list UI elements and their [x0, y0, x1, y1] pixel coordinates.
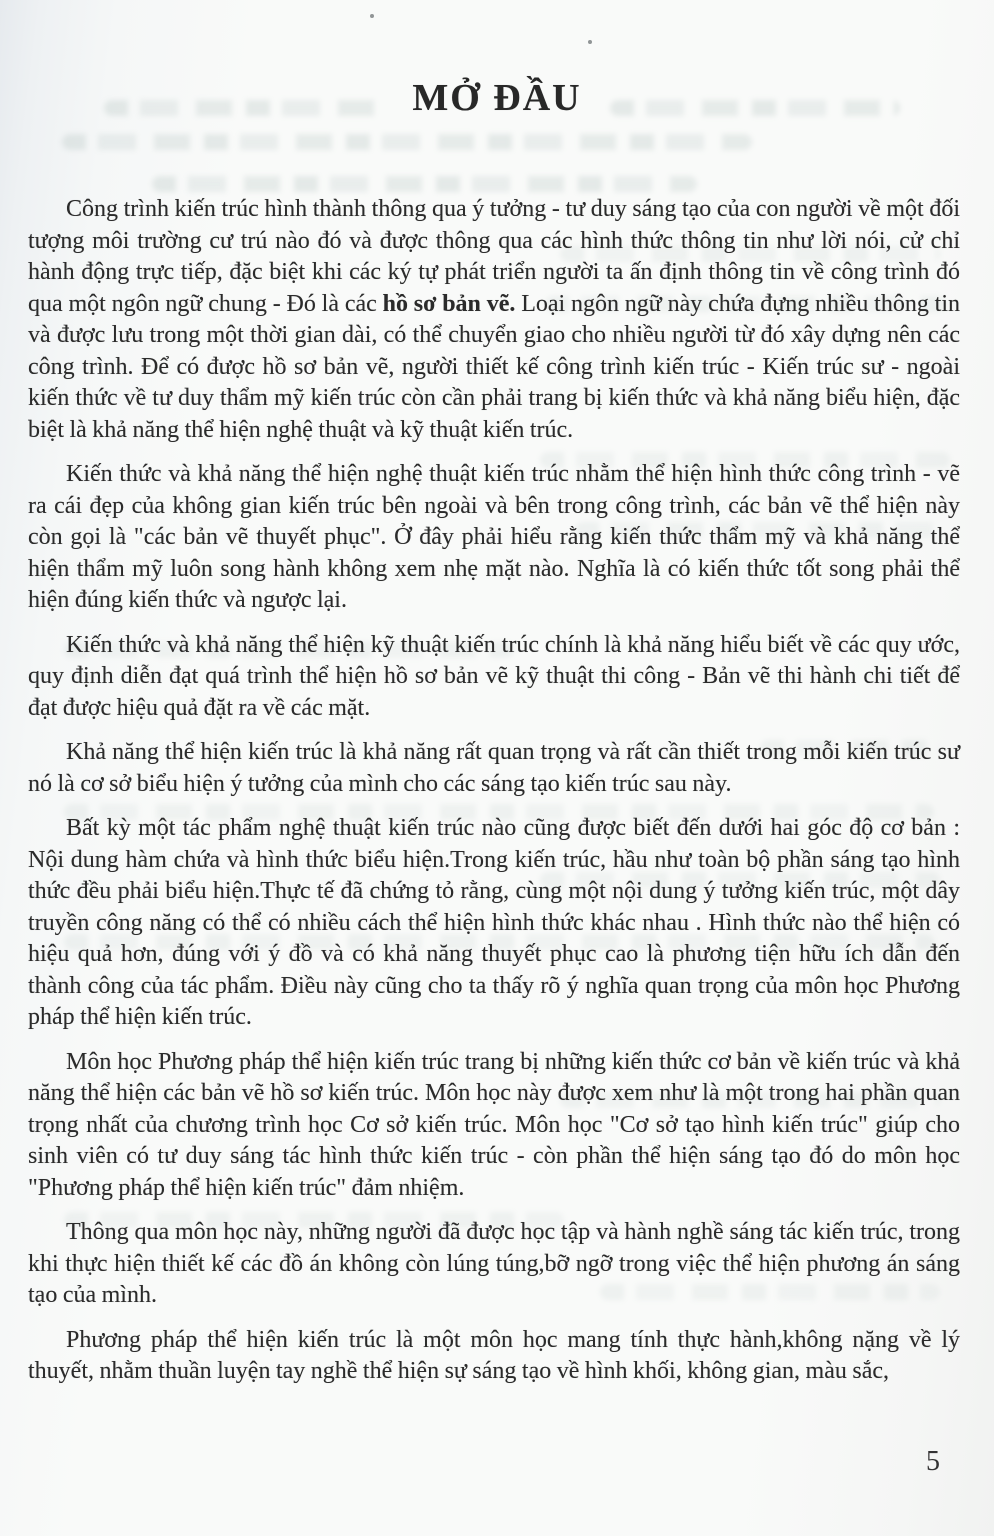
- text-run: Phương pháp thể hiện kiến trúc là một môn học mang tính thực hành,không nặng về lý thuyết, nhằm thuần luyện tay nghề thể hiện sự sáng tạo về hình khối, không gian, màu sắc,: [28, 1326, 960, 1384]
- bold-text-run: hồ sơ bản vẽ.: [382, 290, 516, 317]
- body-text: [28, 194, 960, 1401]
- scan-speck: [370, 14, 374, 18]
- text-run: Kiến thức và khả năng thể hiện nghệ thuật kiến trúc nhằm thể hiện hình thức công trình - vẽ ra cái đẹp của không gian kiến trúc bên ngoài và bên trong công trình, các bản vẽ thể hiện này còn gọi là "các bản vẽ thuyết phục". Ở đây phải hiểu rằng kiến thức thẩm mỹ và khả năng thể hiện thẩm mỹ luôn song hành không xem nhẹ mặt nào. Nghĩa là có kiến thức tốt song phải thể hiện đúng kiến thức và ngược lại.: [28, 461, 960, 613]
- paragraph: [28, 194, 960, 446]
- bleedthrough-artifact: [152, 176, 697, 192]
- bleedthrough-artifact: [62, 134, 752, 150]
- page-title: MỞ ĐẦU: [412, 77, 582, 119]
- text-run: Bất kỳ một tác phẩm nghệ thuật kiến trúc nào cũng được biết đến dưới hai góc độ cơ bản : Nội dung hàm chứa và hình thức biểu hiện.Trong kiến trúc, hầu như toàn bộ phần sáng tạo hình thức đều phải biểu hiện.Thực tế đã chứng tỏ rằng, cùng một nội dung ý tưởng kiến trúc, một dây truyền công năng có thể có nhiều cách thể hiện hình thức khác nhau . Hình thức nào thể hiện có hiệu quả hơn, đúng với ý đồ và có khả năng thuyết phục cao là phương tiện hữu ích dẫn đến thành công của tác phẩm. Điều này cũng cho ta thấy rõ ý nghĩa quan trọng của môn học Phương pháp thể hiện kiến trúc.: [28, 815, 960, 1030]
- text-run: Môn học Phương pháp thể hiện kiến trúc trang bị những kiến thức cơ bản về kiến trúc và khả năng thể hiện các bản vẽ hồ sơ kiến trúc. Môn học này được xem như là một trong hai phần quan trọng nhất của chương trình học Cơ sở kiến trúc. Môn học "Cơ sở tạo hình kiến trúc" giúp cho sinh viên có tư duy sáng tác hình thức kiến trúc - còn phần thể hiện sáng tạo đó do môn học "Phương pháp thể hiện kiến trúc" đảm nhiệm.: [28, 1048, 960, 1201]
- page-number: 5: [926, 1446, 940, 1477]
- paragraph: [28, 630, 960, 725]
- text-run: Công trình kiến trúc hình thành thông qua ý tưởng - tư duy sáng tạo của con người về một đối tượng môi trường cư trú nào đó và được thông qua các hình thức thông tin như lời nói, cử chỉ hành động trực tiếp, đặc biệt khi các ký tự phát triển người ta ấn định thông tin về công trình đó qua một ngôn ngữ chung - Đó là các: [28, 196, 960, 317]
- paragraph: [28, 459, 960, 617]
- paragraph: [28, 1047, 960, 1205]
- paragraph: [28, 737, 960, 800]
- paragraph: [28, 813, 960, 1034]
- paragraph: [28, 1325, 960, 1388]
- scan-speck: [588, 40, 592, 44]
- paragraph: [28, 1217, 960, 1312]
- text-run: Loại ngôn ngữ này chứa đựng nhiều thông tin và được lưu trong một thời gian dài, có thể chuyển giao cho nhiều người từ đó xây dựng nên các công trình. Để có được hồ sơ bản vẽ, người thiết kế công trình kiến trúc - Kiến trúc sư - ngoài kiến thức về tư duy thẩm mỹ kiến trúc còn cần phải trang bị kiến thức và khả năng biểu hiện, đặc biệt là khả năng thể hiện nghệ thuật và kỹ thuật kiến trúc.: [28, 290, 960, 443]
- text-run: Kiến thức và khả năng thể hiện kỹ thuật kiến trúc chính là khả năng hiểu biết về các quy ước, quy định diễn đạt quá trình thể hiện hồ sơ bản vẽ kỹ thuật thi công - Bản vẽ thi hành chi tiết để đạt được hiệu quả đặt ra về các mặt.: [28, 631, 960, 721]
- text-run: Thông qua môn học này, những người đã được học tập và hành nghề sáng tác kiến trúc, trong khi thực hiện thiết kế các đồ án không còn lúng túng,bỡ ngỡ trong việc thể hiện phương án sáng tạo của mình.: [28, 1219, 960, 1308]
- text-run: Khả năng thể hiện kiến trúc là khả năng rất quan trọng và rất cần thiết trong mỗi kiến trúc sư nó là cơ sở biểu hiện ý tưởng của mình cho các sáng tạo kiến trúc sau này.: [28, 739, 960, 797]
